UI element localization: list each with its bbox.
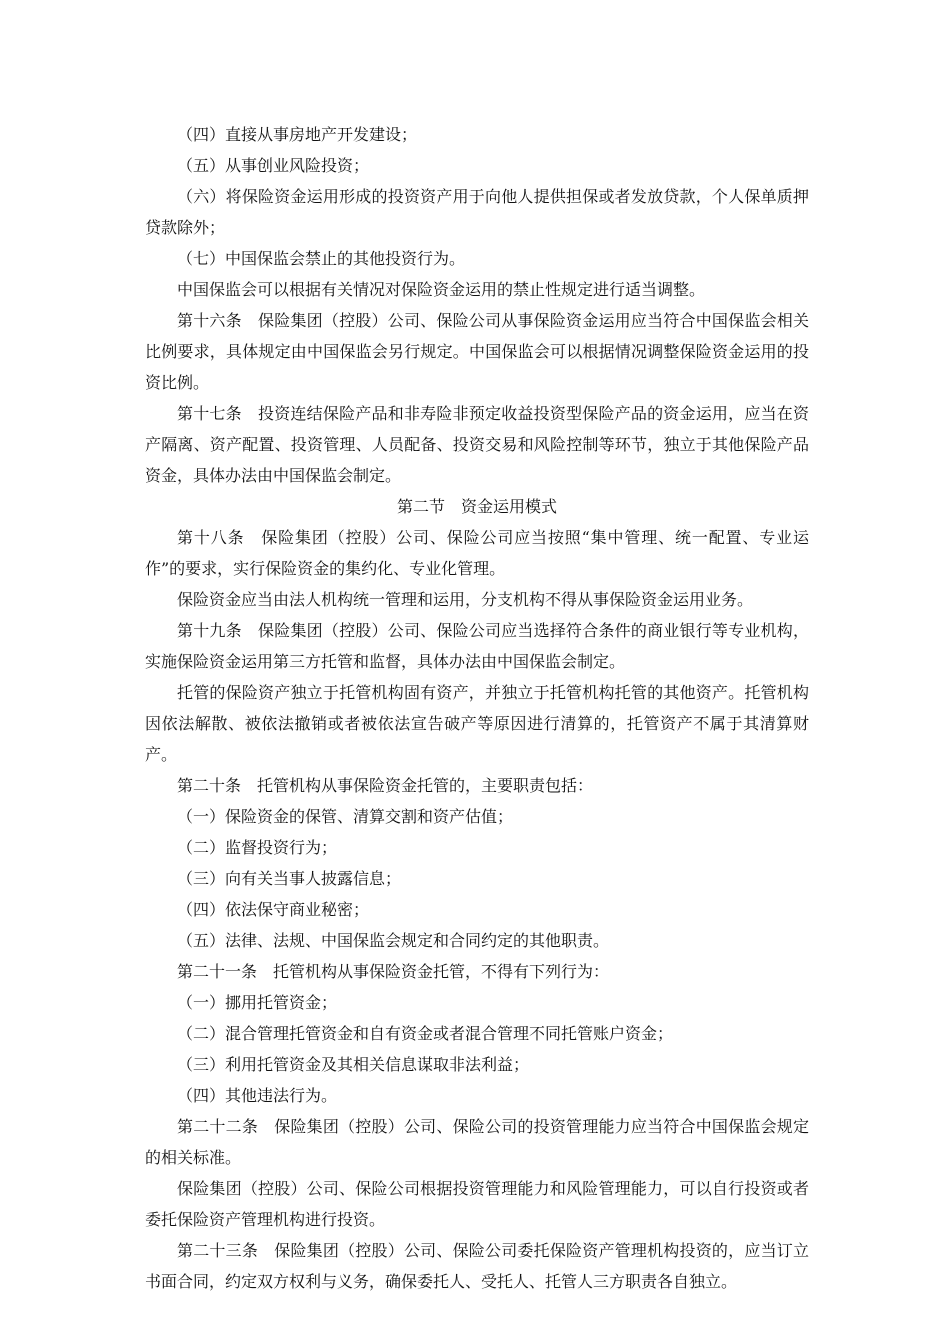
list-item: （三）利用托管资金及其相关信息谋取非法利益； — [177, 1055, 530, 1074]
list-item: （一）保险资金的保管、清算交割和资产估值； — [177, 807, 514, 826]
article-18: 第十八条 保险集团（控股）公司、保险公司应当按照“集中管理、统一配置、专业运作”的要求，实行保险资金的集约化、专业化管理。 — [145, 528, 809, 578]
list-item: （七）中国保监会禁止的其他投资行为。 — [177, 249, 466, 268]
section-heading: 第二节 资金运用模式 — [396, 497, 557, 516]
article-23: 第二十三条 保险集团（控股）公司、保险公司委托保险资产管理机构投资的，应当订立书面合同，约定双方权利与义务，确保委托人、受托人、托管人三方职责各自独立。 — [145, 1241, 809, 1291]
list-item: （二）监督投资行为； — [177, 838, 338, 857]
paragraph: 保险资金应当由法人机构统一管理和运用，分支机构不得从事保险资金运用业务。 — [177, 590, 754, 609]
article-16: 第十六条 保险集团（控股）公司、保险公司从事保险资金运用应当符合中国保监会相关比例要求，具体规定由中国保监会另行规定。中国保监会可以根据情况调整保险资金运用的投资比例。 — [145, 311, 809, 392]
list-item: （四）依法保守商业秘密； — [177, 900, 370, 919]
list-item: （四）直接从事房地产开发建设； — [177, 125, 418, 144]
article-20: 第二十条 托管机构从事保险资金托管的，主要职责包括： — [177, 776, 594, 795]
paragraph: 托管的保险资产独立于托管机构固有资产，并独立于托管机构托管的其他资产。托管机构因依法解散、被依法撤销或者被依法宣告破产等原因进行清算的，托管资产不属于其清算财产。 — [145, 683, 809, 764]
article-22: 第二十二条 保险集团（控股）公司、保险公司的投资管理能力应当符合中国保监会规定的相关标准。 — [145, 1117, 809, 1167]
article-19: 第十九条 保险集团（控股）公司、保险公司应当选择符合条件的商业银行等专业机构，实施保险资金运用第三方托管和监督，具体办法由中国保监会制定。 — [145, 621, 809, 671]
list-item: （四）其他违法行为。 — [177, 1086, 338, 1105]
document-body — [145, 119, 809, 1297]
list-item: （五）法律、法规、中国保监会规定和合同约定的其他职责。 — [177, 931, 610, 950]
list-item: （三）向有关当事人披露信息； — [177, 869, 402, 888]
list-item: （六）将保险资金运用形成的投资资产用于向他人提供担保或者发放贷款，个人保单质押贷款除外； — [145, 187, 809, 237]
article-21: 第二十一条 托管机构从事保险资金托管，不得有下列行为： — [177, 962, 610, 981]
list-item: （二）混合管理托管资金和自有资金或者混合管理不同托管账户资金； — [177, 1024, 674, 1043]
list-item: （五）从事创业风险投资； — [177, 156, 370, 175]
paragraph: 保险集团（控股）公司、保险公司根据投资管理能力和风险管理能力，可以自行投资或者委托保险资产管理机构进行投资。 — [145, 1179, 809, 1229]
article-17: 第十七条 投资连结保险产品和非寿险非预定收益投资型保险产品的资金运用，应当在资产隔离、资产配置、投资管理、人员配备、投资交易和风险控制等环节，独立于其他保险产品资金，具体办法由中国保监会制定。 — [145, 404, 809, 485]
list-item: （一）挪用托管资金； — [177, 993, 338, 1012]
paragraph: 中国保监会可以根据有关情况对保险资金运用的禁止性规定进行适当调整。 — [177, 280, 706, 299]
